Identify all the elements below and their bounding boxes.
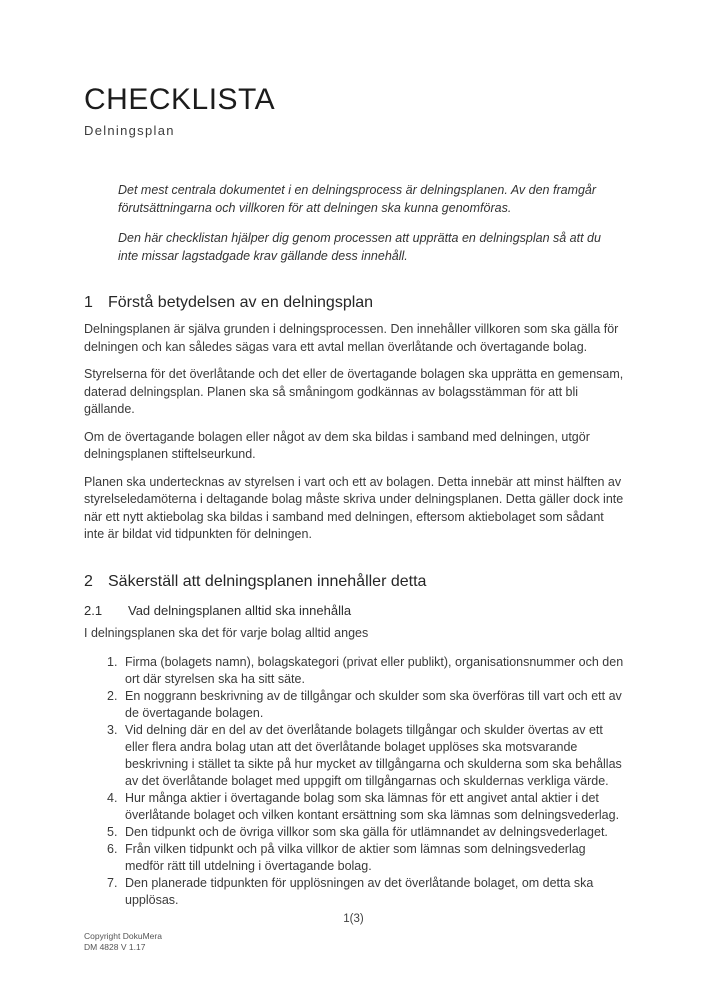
list-item — [107, 790, 625, 824]
section-1-heading — [84, 293, 625, 313]
section-2-title: Säkerställ att delningsplanen innehåller detta — [108, 572, 427, 590]
list-item-number: 3. — [107, 723, 118, 737]
list-item-number: 1. — [107, 655, 118, 669]
subsection-2-1-lead: I delningsplanen ska det för varje bolag alltid anges — [84, 625, 369, 640]
copyright-line: DM 4828 V 1.17 — [84, 942, 146, 952]
list-item-number: 5. — [107, 825, 118, 839]
section-1-title: Förstå betydelsen av en delningsplan — [108, 294, 374, 311]
list-item-text: Den planerade tidpunkten för upplösningen av det överlåtande bolaget, om detta ska upplösas. — [125, 876, 594, 907]
list-item-number: 7. — [107, 876, 118, 890]
list-item — [107, 824, 625, 841]
list-item-text: Den tidpunkt och de övriga villkor som ska gälla för utlämnandet av delningsvederlaget. — [125, 825, 608, 839]
subsection-2-1-heading — [84, 602, 625, 619]
list-item-text: En noggrann beskrivning av de tillgångar och skulder som ska överföras till vart och ett av de övertagande bolagen. — [125, 689, 622, 720]
subsection-2-1-title: Vad delningsplanen alltid ska innehålla — [128, 602, 352, 618]
requirements-list — [84, 654, 625, 909]
copyright-line: Copyright DokuMera — [84, 931, 162, 941]
list-item-number: 6. — [107, 842, 118, 856]
list-item-text: Vid delning där en del av det överlåtande bolagets tillgångar och skulder övertas av ett eller flera andra bolag utan att det överlåtande bolaget upplöses ska motsvarande beskrivning i stället ta sikte på hur mycket av tillgångarna och skulderna som ska behållas av det överlåtande bolaget med uppgift om tillgångarnas och skuldernas verkliga värde. — [125, 723, 622, 788]
list-item-text: Firma (bolagets namn), bolagskategori (privat eller publikt), organisationsnummer och den ort där styrelsen ska ha sitt säte. — [125, 655, 624, 686]
list-item-number: 2. — [107, 689, 118, 703]
list-item-number: 4. — [107, 791, 118, 805]
section-1-number: 1 — [84, 294, 93, 311]
section-1-paragraph: Om de övertagande bolagen eller något av dem ska bildas i samband med delningen, utgör delningsplanen stiftelseurkund. — [84, 429, 590, 461]
page-number: 1(3) — [343, 913, 364, 925]
list-item — [107, 875, 625, 909]
list-item-text: Hur många aktier i övertagande bolag som ska lämnas för ett angivet antal aktier i det överlåtande bolaget och vilken kontant ersättning som ska lämnas som delningsvederlag. — [125, 791, 620, 822]
intro-paragraph: Den här checklistan hjälper dig genom processen att upprätta en delningsplan så att du inte missar lagstadgade krav gällande dess innehåll. — [118, 231, 601, 263]
copyright-block — [84, 931, 162, 953]
subsection-2-1-number: 2.1 — [84, 602, 103, 618]
list-item — [107, 688, 625, 722]
section-1-paragraph: Delningsplanen är själva grunden i delningsprocessen. Den innehåller villkoren som ska gälla för delningen och kan således sägas vara ett avtal mellan överlåtande och övertagande bolag. — [84, 322, 619, 354]
section-1-paragraph: Planen ska undertecknas av styrelsen i vart och ett av bolagen. Detta innebär att minst hälften av styrelseledamöterna i deltagande bolag måste skriva under delningsplanen. Detta gäller dock inte när ett nytt aktiebolag ska bildas i samband med delningen, eftersom aktiebolaget som sådant inte är bildat vid tidpunkten för delningen. — [84, 474, 624, 541]
list-item — [107, 654, 625, 688]
list-item-text: Från vilken tidpunkt och på vilka villkor de aktier som lämnas som delningsvederlag medför rätt till utdelning i övertagande bolag. — [125, 842, 586, 873]
section-1-paragraph: Styrelserna för det överlåtande och det eller de övertagande bolagen ska upprätta en gemensam, daterad delningsplan. Planen ska så småningom godkännas av bolagsstämman för att bli gällande. — [84, 367, 624, 416]
list-item — [107, 841, 625, 875]
document-title: CHECKLISTA — [84, 83, 276, 116]
list-item — [107, 722, 625, 790]
document-content — [84, 84, 625, 909]
document-subtitle: Delningsplan — [84, 123, 175, 138]
section-2-number: 2 — [84, 572, 93, 590]
intro-block — [118, 181, 620, 265]
section-2-heading — [84, 572, 625, 592]
intro-paragraph: Det mest centrala dokumentet i en delningsprocess är delningsplanen. Av den framgår förutsättningarna och villkoren för att delningen ska kunna genomföras. — [118, 183, 597, 215]
